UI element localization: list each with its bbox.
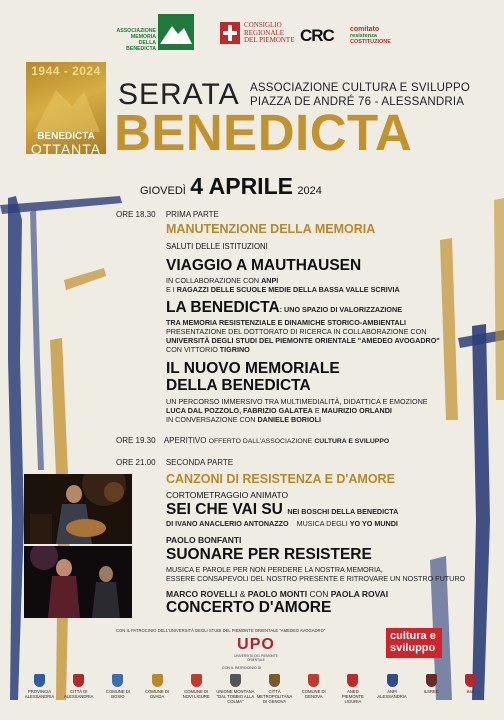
mountain-icon [158,14,194,50]
sei-l2b: MUSICA DEGLI [296,519,348,528]
labene-title-row [166,299,402,317]
anniversary-name: BENEDICTA [37,131,95,142]
singer-photo-art [24,546,132,618]
guitarist-photo-art [24,474,132,544]
anniversary-sub: OTTANTA [30,141,102,157]
consiglio-line: REGIONALE [244,28,285,37]
part1-title: MANUTENZIONE DELLA MEMORIA [166,222,376,236]
viaggio-l2b: RAGAZZI DELLE SCUOLE MEDIE DELLA BASSA VALLE SCRIVIA [176,285,400,294]
event-date [140,173,322,200]
corto-label: CORTOMETRAGGIO ANIMATO [166,490,289,500]
concert-photo-1 [24,474,132,544]
footer-logo-line: BOSIO [111,694,125,699]
crest-icon [426,674,437,687]
footer-logo-item [294,674,333,699]
labene-title: LA BENEDICTA [166,299,280,316]
sei-l2a: DI IVANO ANACLERIO ANTONAZZO [166,519,289,528]
event-year: 2024 [297,185,322,197]
mem-l3a: IN CONVERSAZIONE CON [166,415,256,424]
crest-icon [387,674,398,687]
marco-e: PAOLA ROVAI [330,589,389,599]
comitato-line: COSTITUZIONE [350,39,391,45]
sei-title: SEI CHE VAI SU [166,501,283,518]
suonare-l2: ESSERE CONSAPEVOLI DEL NOSTRO PRESENTE E RITROVARE UN NOSTRO FUTURO [166,574,466,583]
footer-logo-line: GENOVA [304,694,323,699]
labene-sub: : UNO SPAZIO DI VALORIZZAZIONE [279,305,402,314]
patronage-text: CON IL PATROCINIO DELL'UNIVERSITÀ DEGLI STUDI DEL PIEMONTE ORIENTALE "AMEDEO AVOGADRO" [116,628,326,633]
footer-logo-item [216,674,255,704]
footer-logo-line: "DAL TOBBIO ALLA COLMA" [216,694,255,704]
footer-logo-line: CITTÀ METROPOLITANA [256,689,293,699]
marco-c: PAOLO MONTI [247,589,308,599]
labene-l5a: CON VITTORIO [166,345,218,354]
aperitivo-assoc: CULTURA E SVILUPPO [314,438,390,445]
viaggio-l1b: ANPI [261,276,279,285]
mem-l3b: DANIELE BORIOLI [257,415,321,424]
saluti: SALUTI DELLE ISTITUZIONI [166,242,268,251]
title-benedicta: BENEDICTA [114,104,413,161]
footer-logo-line: COMUNE DI [145,689,170,694]
footer-logo-line: OVADA [149,694,165,699]
mem-l2c: MAURIZIO ORLANDI [321,406,392,415]
anniversary-years: 1944 - 2024 [31,64,101,78]
cultura-l1: cultura e [390,630,436,642]
suonare-title: SUONARE PER RESISTERE [166,546,372,563]
marco-row [166,589,388,599]
aperitivo-row [116,436,389,445]
assoc-logo-line: MEMORIA [130,34,156,40]
footer-logo-item [255,674,294,704]
labene-l4: UNIVERSITÀ DEGLI STUDI DEL PIEMONTE ORIENTALE "AMEDEO AVOGADRO" [166,336,440,345]
mem-l2a: LUCA DAL POZZOLO, FABRIZIO GALATEA [166,406,313,415]
part2-time [116,458,233,467]
crest-icon [152,674,163,687]
footer-logo-line: ALESSANDRIA [377,694,407,699]
comitato-line: comitato [350,26,380,33]
upo-sub: UNIVERSITÀ DEL PIEMONTE ORIENTALE [234,654,278,662]
marco-b: & [239,589,246,599]
footer-logo-line: UNIONE MONTANA [216,689,255,694]
part2-ore: ORE 21.00 [116,458,156,467]
memoriale-details [166,397,428,424]
event-day: GIOVEDÌ [140,185,186,197]
marco-a: MARCO ROVELLI [166,589,238,599]
sei-sub: NEI BOSCHI DELLA BENEDICTA [287,507,399,516]
crest-icon [347,674,358,687]
assoc-line-2: PIAZZA DE ANDRÉ 76 - ALESSANDRIA [250,96,465,108]
memoriale-title-1: IL NUOVO MEMORIALE [166,360,340,377]
footer-logo-line: ALESSANDRIA [24,694,55,699]
comitato-line: resistenza [350,33,377,39]
footer-logo-item [412,674,451,694]
footer-logo-line: NOVI LIGURE [182,694,210,699]
footer-logo-line: CITTÀ DI [70,689,88,694]
upo-label: UPO [237,636,275,653]
footer-logo-item [138,674,177,699]
crest-icon [465,674,476,687]
footer-logo-item [98,674,137,699]
footer-logo-item [333,674,372,704]
part1-time [116,210,219,219]
footer-logo-line: isral [466,689,475,694]
footer-logo-line: DI GENOVA [263,699,287,704]
part1-label: PRIMA PARTE [165,210,219,219]
footer-logo-line: ANPI [387,689,397,694]
footer-logo-item [451,674,490,694]
footer-logo-line: COMUNE DI [105,689,130,694]
crest-icon [308,674,319,687]
labene-l2: TRA MEMORIA RESISTENZIALE E DINAMICHE STORICO-AMBIENTALI [166,318,406,327]
assoc-line-1: ASSOCIAZIONE CULTURA E SVILUPPO [250,82,471,94]
aperitivo-offered: OFFERTO DALL'ASSOCIAZIONE [208,438,313,445]
title-serata: SERATA [118,78,240,111]
footer-logo-item [59,674,98,699]
sei-row [166,501,398,519]
upo-logo [226,636,286,662]
footer-patronage-label: CON IL PATROCINIO DI [222,666,262,670]
assoc-memoria-logo [108,14,194,52]
consiglio-regionale-logo [220,22,296,46]
footer-logo-line: COMUNE DI [301,689,326,694]
suonare-l1: MUSICA E PAROLE PER NON PERDERE LA NOSTRA MEMORIA, [166,565,383,574]
sei-details [166,519,398,528]
marco-d: CON [309,589,329,599]
concerto-title: CONCERTO D'AMORE [166,599,332,616]
crest-icon [191,674,202,687]
footer-logo-line: ANED [347,689,359,694]
consiglio-line: CONSIGLIO [244,21,282,29]
viaggio-title: VIAGGIO A MAUTHAUSEN [166,257,362,274]
memoriale-title-2: DELLA BENEDICTA [166,377,311,394]
suonare-details [166,565,465,583]
crc-label: CRC [300,26,334,45]
crest-icon [230,674,241,687]
aperitivo-ore: ORE 19.30 [116,436,156,445]
assoc-logo-line: ASSOCIAZIONE [116,28,156,34]
crest-icon [73,674,84,687]
viaggio-l2a: E I [166,285,175,294]
crc-logo [300,26,400,46]
cultura-sviluppo-logo [386,628,442,658]
aperitivo-label: APERITIVO [163,436,207,445]
crest-icon [269,674,280,687]
assoc-logo-line: DELLA BENEDICTA [126,40,156,52]
mem-l2b: E [314,406,320,415]
footer-logo-line: ALESSANDRIA [64,694,94,699]
paolo-bonfanti: PAOLO BONFANTI [166,535,242,545]
viaggio-details [166,276,400,294]
footer-logo-line: PROVINCIA [28,689,52,694]
footer-logo-item [373,674,412,699]
crest-icon [112,674,123,687]
footer-logos [20,674,490,714]
footer-logo-item [20,674,59,699]
cultura-l2: sviluppo [390,642,436,654]
part2-title: CANZONI DI RESISTENZA E D'AMORE [166,472,395,486]
mem-l1: UN PERCORSO IMMERSIVO TRA MULTIMEDIALITÀ, DIDATTICA E EMOZIONE [166,397,428,406]
footer-logo-line: ILSREC [423,689,439,694]
labene-details [166,318,440,354]
labene-l5b: TIGRINO [219,345,250,354]
sei-l2c: YO YO MUNDI [349,519,398,528]
consiglio-line: DEL PIEMONTE [244,36,295,44]
coat-of-arms-icon [220,22,240,44]
footer-logo-item [177,674,216,699]
part2-label: SECONDA PARTE [165,458,234,467]
viaggio-l1a: IN COLLABORAZIONE CON [166,276,260,285]
footer-logo-line: PIEMONTE LIGURIA [341,694,364,704]
concert-photo-2 [24,546,132,618]
part1-ore: ORE 18.30 [116,210,156,219]
labene-l3: PRESENTAZIONE DEL DOTTORATO DI RICERCA IN COLLABORAZIONE CON [166,327,427,336]
crest-icon [34,674,45,687]
event-date-main: 4 APRILE [190,173,293,199]
footer-logo-line: COMUNE DI [184,689,209,694]
